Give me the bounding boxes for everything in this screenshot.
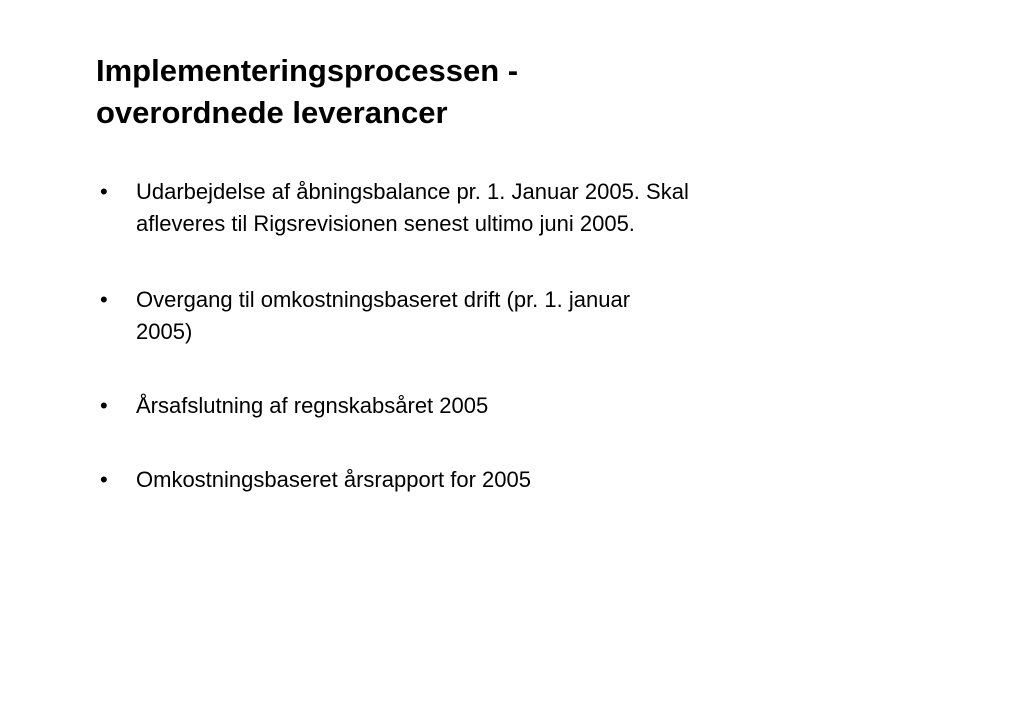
bullet-dot-icon: • [100,179,108,204]
bullet-text [136,176,806,240]
bullet-item-cost-based-operation [100,284,820,348]
bullet-text-line-1: Overgang til omkostningsbaseret drift (pr. 1. januar [136,287,631,312]
bullet-dot-icon: • [100,287,108,312]
bullet-item-opening-balance [100,176,820,240]
bullet-dot-icon: • [100,467,108,492]
slide-title [96,50,816,134]
bullet-text-line-2: 2005) [136,319,193,344]
slide-title-line-2: overordnede leverancer [96,95,448,130]
slide-title-line-1: Implementeringsprocessen - [96,53,519,88]
bullet-text-line-1: Udarbejdelse af åbningsbalance pr. 1. Januar 2005. Skal [136,179,689,204]
bullet-item-annual-report [100,464,820,496]
bullet-text-line-2: afleveres til Rigsrevisionen senest ultimo juni 2005. [136,211,635,236]
bullet-dot-icon: • [100,393,108,418]
bullet-text [136,284,736,348]
bullet-item-year-end-closing [100,390,820,422]
bullet-text: Omkostningsbaseret årsrapport for 2005 [136,467,531,492]
bullet-text: Årsafslutning af regnskabsåret 2005 [136,393,489,418]
